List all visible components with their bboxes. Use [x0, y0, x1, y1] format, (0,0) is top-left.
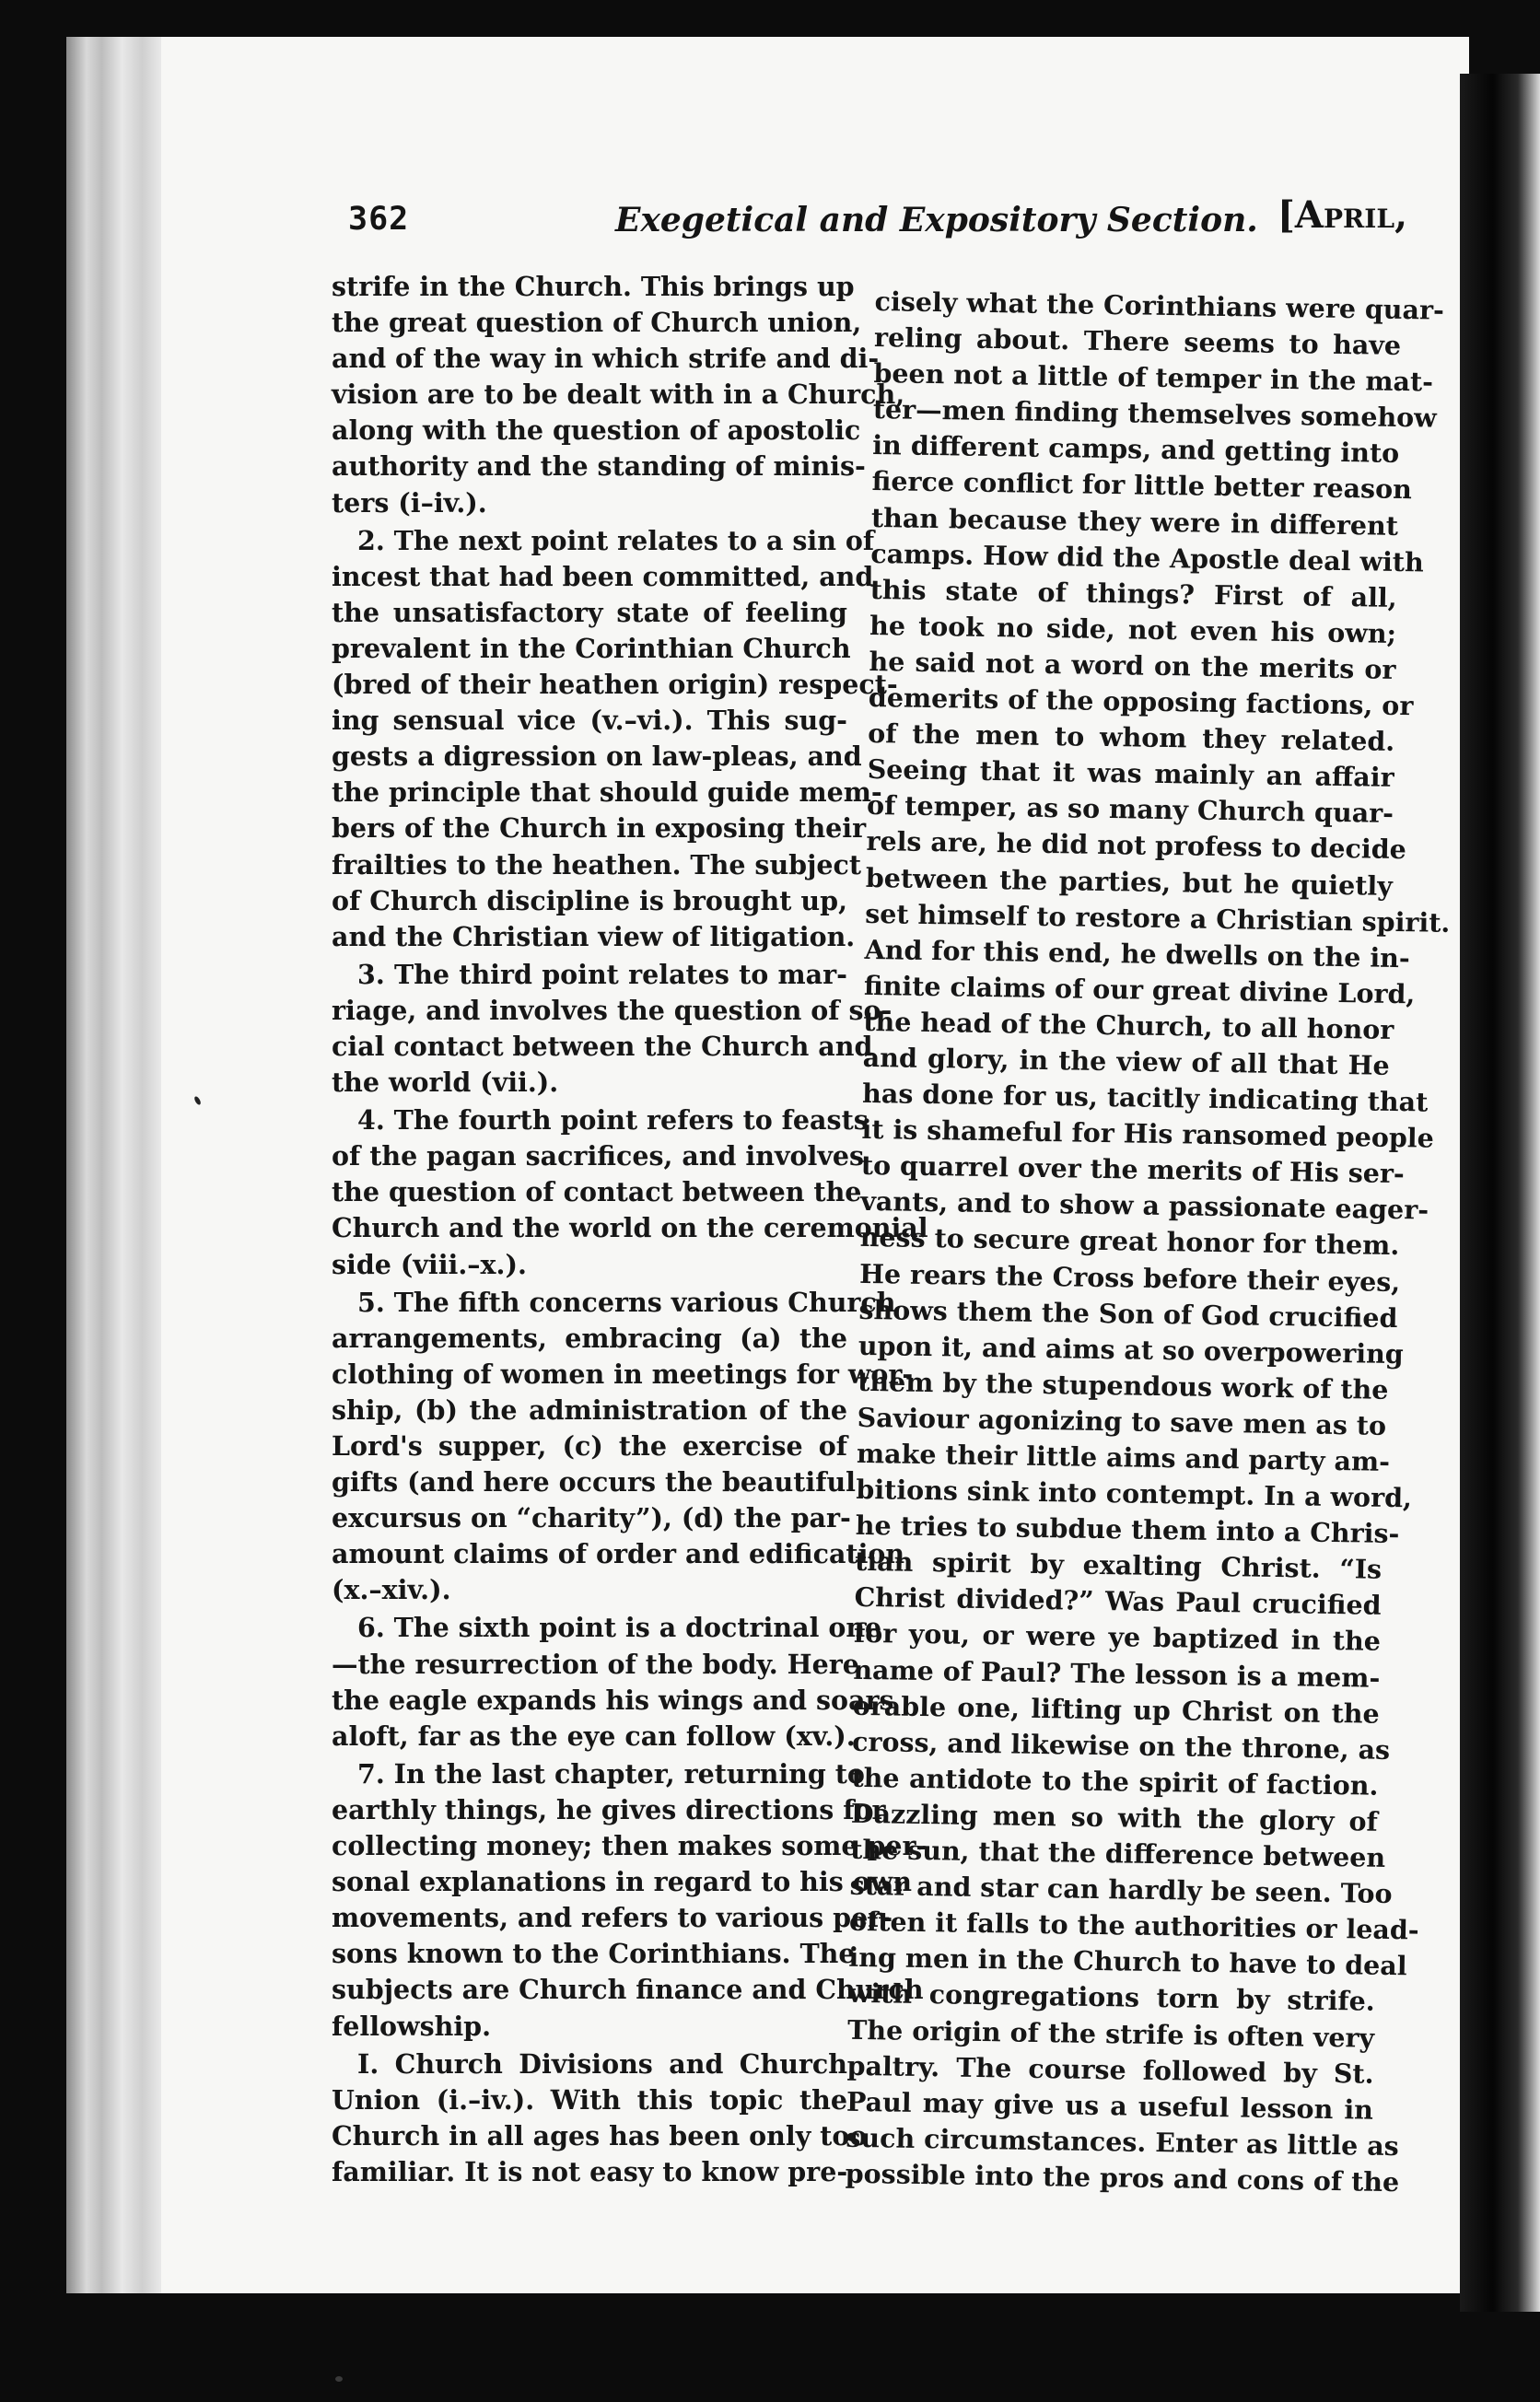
- text-line: clothing of women in meetings for wor-: [332, 1358, 914, 1390]
- text-line: between the parties, but he quietly: [865, 861, 1394, 902]
- text-line: rels are, he did not profess to decide: [866, 825, 1407, 866]
- text-line: bitions sink into contempt. In a word,: [856, 1473, 1413, 1514]
- text-line: and glory, in the view of all that He: [862, 1041, 1391, 1081]
- text-line: cial contact between the Church and: [332, 1030, 873, 1062]
- text-line: in different camps, and getting into: [871, 429, 1400, 470]
- text-line: He rears the Cross before their eyes,: [858, 1257, 1401, 1298]
- text-line: The origin of the strife is often very: [846, 2013, 1375, 2054]
- text-line: and of the way in which strife and di-: [332, 343, 880, 375]
- text-line: ter—men finding themselves somehow: [872, 393, 1438, 434]
- text-line: vision are to be dealt with in a Church,: [332, 379, 905, 411]
- text-line: Lord's supper, (c) the exercise of: [332, 1430, 847, 1462]
- text-line: sons known to the Corinthians. The: [332, 1938, 856, 1970]
- text-line: shows them the Son of God crucified: [858, 1293, 1398, 1334]
- text-line: aloft, far as the eye can follow (xv.).: [332, 1720, 856, 1752]
- text-line: And for this end, he dwells on the in-: [864, 933, 1410, 974]
- text-line: than because they were in different: [870, 501, 1399, 542]
- text-line: sonal explanations in regard to his own: [332, 1866, 912, 1898]
- text-line: arrangements, embracing (a) the: [332, 1322, 847, 1354]
- text-line: such circumstances. Enter as little as: [846, 2121, 1400, 2162]
- binding-shadow: [1460, 74, 1540, 2312]
- text-line: 7. In the last chapter, returning to: [357, 1757, 865, 1790]
- text-line: tian spirit by exalting Christ. “Is: [854, 1545, 1382, 1586]
- text-line: collecting money; then makes some per-: [332, 1830, 928, 1862]
- text-line: of the men to whom they related.: [868, 717, 1395, 758]
- text-line: authority and the standing of minis-: [332, 450, 866, 483]
- text-line: upon it, and aims at so overpowering: [858, 1329, 1405, 1370]
- text-line: of Church discipline is brought up,: [332, 884, 847, 916]
- text-line: frailties to the heathen. The subject: [332, 848, 862, 880]
- text-line: bers of the Church in exposing their: [332, 812, 867, 845]
- text-line: ing men in the Church to have to deal: [848, 1941, 1407, 1982]
- text-line: (x.–xiv.).: [332, 1574, 451, 1606]
- text-line: Seeing that it was mainly an affair: [867, 753, 1394, 794]
- text-line: Paul may give us a useful lesson in: [846, 2085, 1374, 2126]
- text-line: fierce conflict for little better reason: [871, 465, 1413, 506]
- text-line: 5. The fifth concerns various Church: [357, 1286, 896, 1318]
- text-line: ters (i–iv.).: [332, 486, 487, 519]
- text-line: this state of things? First of all,: [869, 573, 1397, 613]
- text-line: the great question of Church union,: [332, 307, 862, 339]
- text-line: I. Church Divisions and Church: [357, 2047, 847, 2080]
- text-line: he said not a word on the merits or: [869, 645, 1396, 685]
- text-line: cisely what the Corinthians were quar-: [874, 285, 1445, 326]
- text-line: 3. The third point relates to mar-: [357, 958, 847, 990]
- text-line: to quarrel over the merits of His ser-: [860, 1149, 1406, 1190]
- text-line: the question of contact between the: [332, 1176, 862, 1208]
- text-line: and the Christian view of litigation.: [332, 920, 856, 952]
- ink-mark: [335, 2376, 343, 2382]
- page-number: 362: [348, 201, 410, 238]
- text-line: finite claims of our great divine Lord,: [863, 969, 1416, 1010]
- text-line: name of Paul? The lesson is a mem-: [853, 1653, 1381, 1694]
- text-line: he tries to subdue them into a Chris-: [855, 1510, 1400, 1550]
- text-line: 2. The next point relates to a sin of: [357, 524, 875, 556]
- text-line: gifts (and here occurs the beautiful: [332, 1466, 856, 1498]
- text-line: the eagle expands his wings and soars: [332, 1684, 894, 1716]
- text-line: Christ divided?” Was Paul crucified: [854, 1581, 1382, 1622]
- text-line: Saviour agonizing to save men as to: [857, 1401, 1387, 1441]
- text-line: excursus on “charity”), (d) the par-: [332, 1502, 851, 1534]
- text-line: subjects are Church finance and Church: [332, 1974, 924, 2006]
- text-line: orable one, lifting up Christ on the: [852, 1689, 1380, 1730]
- text-line: possible into the pros and cons of the: [845, 2157, 1400, 2198]
- text-line: been not a little of temper in the mat-: [873, 357, 1434, 398]
- text-line: earthly things, he gives directions for: [332, 1793, 886, 1825]
- text-line: the unsatisfactory state of feeling: [332, 596, 847, 628]
- text-line: camps. How did the Apostle deal with: [870, 537, 1425, 578]
- text-line: set himself to restore a Christian spirit.: [864, 897, 1451, 939]
- text-line: with congregations torn by strife.: [847, 1977, 1376, 2018]
- left-text-column: [332, 269, 928, 2190]
- text-line: familiar. It is not easy to know pre-: [332, 2155, 848, 2187]
- text-line: has done for us, tacitly indicating that: [861, 1077, 1429, 1118]
- text-line: prevalent in the Corinthian Church: [332, 632, 851, 664]
- text-line: (bred of their heathen origin) respect-: [332, 669, 898, 701]
- book-page-edges: [66, 37, 168, 2293]
- text-line: —the resurrection of the body. Here: [332, 1648, 859, 1680]
- text-line: it is shameful for His ransomed people: [861, 1114, 1435, 1154]
- text-line: ness to secure great honor for them.: [859, 1221, 1400, 1262]
- text-line: the head of the Church, to all honor: [863, 1005, 1394, 1045]
- text-line: Dazzling men so with the glory of: [850, 1797, 1379, 1837]
- text-line: gests a digression on law-pleas, and: [332, 740, 862, 773]
- text-line: ing sensual vice (v.–vi.). This sug-: [332, 705, 847, 737]
- text-line: star and star can hardly be seen. Too: [849, 1869, 1393, 1910]
- text-line: demerits of the opposing factions, or: [868, 681, 1414, 722]
- text-line: Church in all ages has been only too: [332, 2119, 868, 2151]
- text-line: amount claims of order and edification: [332, 1538, 905, 1570]
- text-line: the principle that should guide mem-: [332, 776, 882, 809]
- text-line: of temper, as so many Church quar-: [866, 789, 1394, 830]
- text-line: Union (i.–iv.). With this topic the: [332, 2083, 847, 2116]
- text-line: 4. The fourth point refers to feasts: [357, 1104, 869, 1137]
- text-line: he took no side, not even his own;: [869, 609, 1397, 649]
- text-line: for you, or were ye baptized in the: [853, 1617, 1382, 1658]
- text-line: the sun, that the difference between: [850, 1833, 1386, 1873]
- text-line: vants, and to show a passionate eager-: [860, 1185, 1429, 1226]
- text-line: along with the question of apostolic: [332, 414, 861, 447]
- text-line: riage, and involves the question of so-: [332, 994, 892, 1026]
- text-line: of the pagan sacrifices, and involves: [332, 1140, 865, 1172]
- text-line: cross, and likewise on the throne, as: [851, 1725, 1391, 1766]
- header-date: [April,: [1278, 193, 1407, 237]
- text-line: reling about. There seems to have: [873, 321, 1402, 362]
- page-header: [348, 193, 1407, 249]
- text-line: ship, (b) the administration of the: [332, 1393, 847, 1426]
- text-line: side (viii.–x.).: [332, 1248, 527, 1280]
- text-line: fellowship.: [332, 2010, 492, 2042]
- text-line: them by the stupendous work of the: [858, 1365, 1389, 1405]
- text-line: make their little aims and party am-: [856, 1437, 1391, 1477]
- text-line: incest that had been committed, and: [332, 560, 874, 592]
- text-line: Church and the world on the ceremonial: [332, 1212, 928, 1244]
- text-line: the world (vii.).: [332, 1067, 559, 1099]
- right-text-column: [845, 284, 1451, 2200]
- text-line: movements, and refers to various per-: [332, 1902, 893, 1934]
- text-line: strife in the Church. This brings up: [332, 271, 855, 302]
- running-title: Exegetical and Expository Section.: [615, 201, 1258, 239]
- text-line: often it falls to the authorities or lead-: [848, 1906, 1419, 1946]
- text-line: 6. The sixth point is a doctrinal one: [357, 1612, 882, 1644]
- text-line: the antidote to the spirit of faction.: [851, 1761, 1379, 1802]
- text-line: paltry. The course followed by St.: [846, 2049, 1374, 2090]
